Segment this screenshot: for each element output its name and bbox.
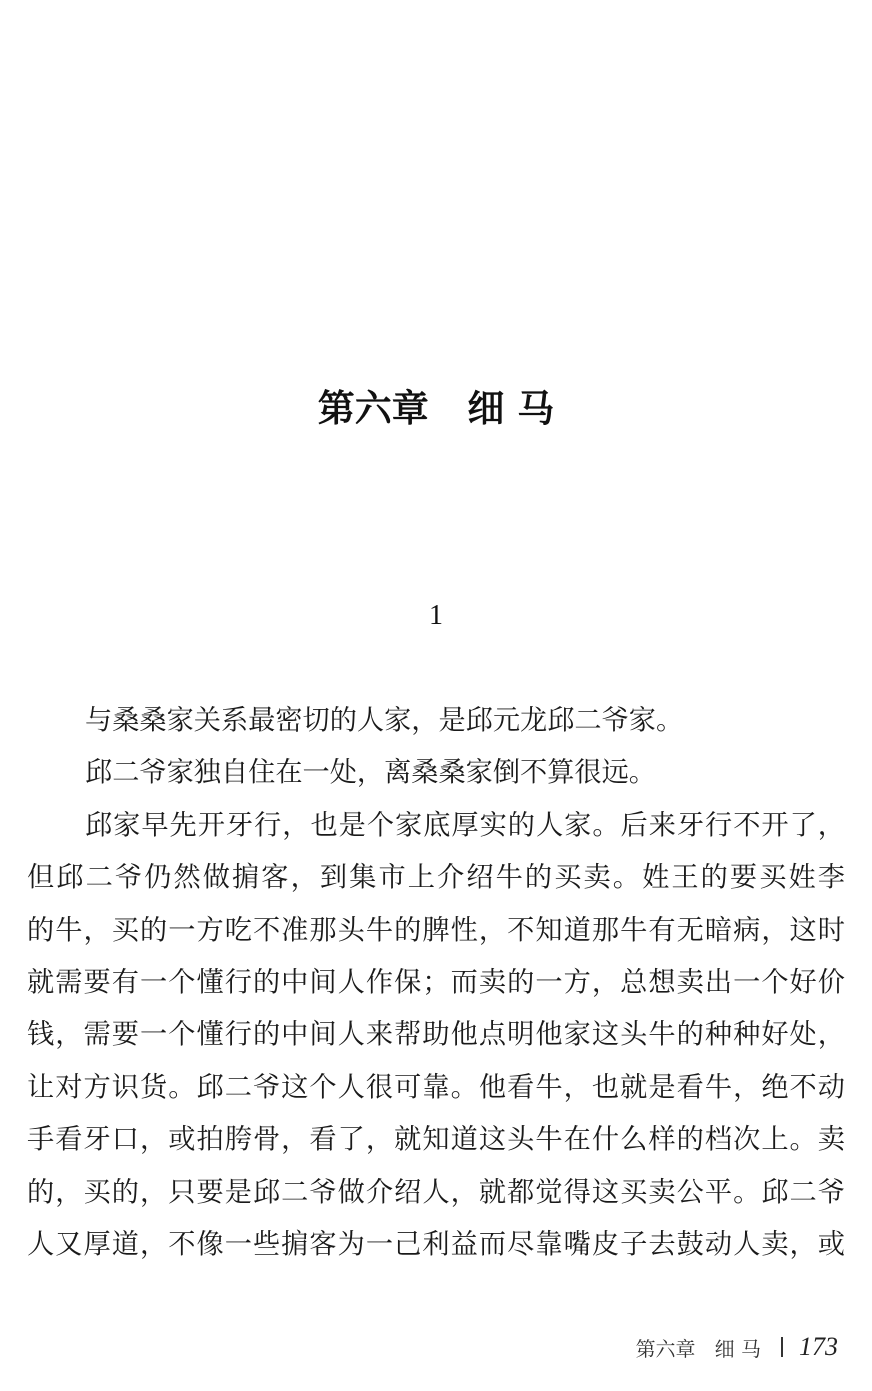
running-head: 第六章 细 马 — [635, 1336, 761, 1361]
text-line: 人又厚道，不像一些掮客为一己利益而尽靠嘴皮子去鼓动人卖，或 — [27, 1228, 845, 1260]
text-line: 钱，需要一个懂行的中间人来帮助他点明他家这头牛的种种好处， — [27, 1019, 845, 1051]
text-line: 手看牙口，或拍胯骨，看了，就知道这头牛在什么样的档次上。卖 — [27, 1124, 845, 1156]
text-line: 的牛，买的一方吃不准那头牛的脾性，不知道那牛有无暗病，这时 — [27, 914, 845, 946]
text-line: 让对方识货。邱二爷这个人很可靠。他看牛，也就是看牛，绝不动 — [27, 1071, 845, 1103]
text-line: 但邱二爷仍然做掮客，到集市上介绍牛的买卖。姓王的要买姓李 — [27, 862, 845, 894]
chapter-title: 第六章 细 马 — [317, 387, 555, 430]
text-line: 与桑桑家关系最密切的人家，是邱元龙邱二爷家。 — [85, 705, 684, 736]
section-number: 1 — [429, 600, 443, 631]
body-text — [27, 699, 845, 1275]
footer-divider — [781, 1337, 783, 1357]
text-line: 邱家早先开牙行，也是个家底厚实的人家。后来牙行不开了， — [85, 809, 845, 841]
text-line: 邱二爷家独自住在一处，离桑桑家倒不算很远。 — [85, 757, 656, 789]
page-number: 173 — [799, 1332, 838, 1361]
text-line: 的，买的，只要是邱二爷做介绍人，就都觉得这买卖公平。邱二爷 — [27, 1176, 845, 1208]
text-line: 就需要有一个懂行的中间人作保；而卖的一方，总想卖出一个好价 — [27, 966, 845, 998]
page-footer — [636, 1332, 838, 1362]
